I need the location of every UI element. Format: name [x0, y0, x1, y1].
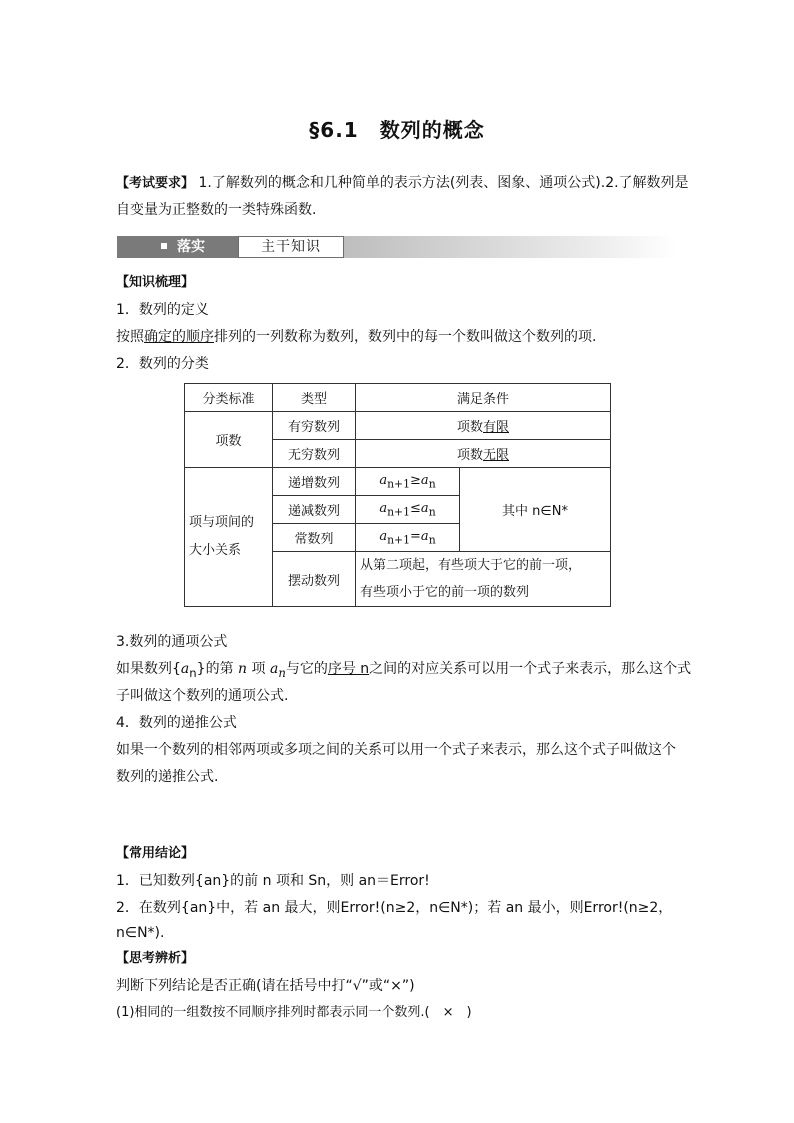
- def-post: 排列的一列数称为数列，数列中的每一个数叫做这个数列的项.: [214, 329, 597, 345]
- requirement-line2: 自变量为正整数的一类特殊函数.: [116, 202, 317, 218]
- cond-finite-u: 有限: [483, 420, 510, 435]
- formula-line2: 子叫做这个数列的通项公式.: [116, 688, 289, 704]
- group2-line1: 项与项间的: [189, 515, 255, 530]
- thinking-header: 【思考辨析】: [116, 951, 195, 966]
- recursion-line1: 如果一个数列的相邻两项或多项之间的关系可以用一个式子来表示，那么这个式子叫做这个: [116, 742, 676, 758]
- requirement-line1: 1.了解数列的概念和几种简单的表示方法(列表、图象、通项公式).2.了解数列是: [198, 175, 689, 191]
- rel-inc-symbol: ≥: [410, 472, 421, 488]
- osc-line2: 有些项小于它的前一项的数列: [360, 585, 530, 600]
- formula-heading: 3.数列的通项公式: [116, 634, 228, 650]
- recursion-line2: 数列的递推公式.: [116, 769, 219, 785]
- rel-increasing: $a_{n+1}\ge a_n$: [356, 468, 460, 496]
- classification-table: [184, 383, 611, 607]
- group-size-relation: [185, 468, 273, 607]
- osc-line1: 从第二项起，有些项大于它的前一项，: [360, 558, 582, 573]
- rel-constant: $a_{n+1}=a_n$: [356, 524, 460, 552]
- fl1-an2: $a_n$: [269, 661, 286, 680]
- conclusion-2a: 2．在数列{an}中，若 an 最大，则Error!(n≥2，n∈N*)；若 an 最小，则Error!(n≥2，: [116, 900, 673, 916]
- conclusion-1: 1．已知数列{an}的前 n 项和 Sn，则 an＝Error!: [116, 873, 430, 889]
- th-condition: 满足条件: [356, 384, 611, 412]
- th-type: 类型: [273, 384, 356, 412]
- cond-infinite-pre: 项数: [456, 448, 483, 463]
- fl1-e: 之间的对应关系可以用一个式子来表示，那么这个式: [369, 661, 692, 677]
- recursion-heading: 4．数列的递推公式: [116, 715, 237, 731]
- group-count: 项数: [185, 412, 273, 468]
- table-row: [185, 468, 611, 496]
- type-increasing: 递增数列: [273, 468, 356, 496]
- group2-line2: 大小关系: [189, 543, 242, 558]
- type-decreasing: 递减数列: [273, 496, 356, 524]
- th-criterion: 分类标准: [185, 384, 273, 412]
- formula-line1: [116, 656, 696, 686]
- definition-text: [116, 324, 696, 350]
- fl1-a: 如果数列{: [116, 661, 181, 677]
- banner-right-label: 主干知识: [238, 236, 344, 258]
- cond-finite: [356, 412, 611, 440]
- knowledge-header: 【知识梳理】: [116, 275, 195, 290]
- rel-const-symbol: =: [410, 528, 421, 544]
- conclusions-header: 【常用结论】: [116, 846, 195, 861]
- type-oscillating: 摆动数列: [273, 552, 356, 607]
- thinking-prompt: 判断下列结论是否正确(请在括号中打“√”或“×”): [116, 978, 415, 994]
- classification-heading: 2．数列的分类: [116, 356, 209, 372]
- banner-left-label: 落实: [177, 239, 205, 255]
- banner-left: [117, 236, 238, 258]
- fl1-nvar: n: [233, 661, 252, 677]
- cond-oscillating: [356, 552, 611, 607]
- conclusion-2b: n∈N*).: [116, 925, 165, 941]
- question-1: (1)相同的一组数按不同顺序排列时都表示同一个数列.( × ): [116, 1005, 472, 1020]
- cond-finite-pre: 项数: [456, 420, 483, 435]
- rel-dec-symbol: ≤: [410, 500, 421, 516]
- fl1-d: 与它的: [285, 661, 328, 677]
- type-constant: 常数列: [273, 524, 356, 552]
- fl1-b: }的第: [196, 661, 234, 677]
- table-header-row: [185, 384, 611, 412]
- exam-requirement: [116, 170, 696, 197]
- fl1-an: a: [180, 661, 190, 677]
- note-cell: 其中 n∈N*: [460, 468, 611, 552]
- fl1-u: 序号 n: [327, 661, 370, 677]
- def-underlined: 确定的顺序: [144, 329, 214, 345]
- def-pre: 按照: [116, 329, 144, 345]
- requirement-tag: 【考试要求】: [116, 176, 195, 191]
- fl1-c: 项: [251, 661, 266, 677]
- type-infinite: 无穷数列: [273, 440, 356, 468]
- cond-infinite: [356, 440, 611, 468]
- cond-infinite-u: 无限: [483, 448, 510, 463]
- page-title: §6.1 数列的概念: [309, 118, 485, 142]
- type-finite: 有穷数列: [273, 412, 356, 440]
- fl1-n: n: [189, 665, 197, 680]
- rel-decreasing: $a_{n+1}\le a_n$: [356, 496, 460, 524]
- square-bullet-icon: [161, 243, 167, 249]
- table-row: [185, 412, 611, 440]
- definition-heading: 1．数列的定义: [116, 302, 209, 318]
